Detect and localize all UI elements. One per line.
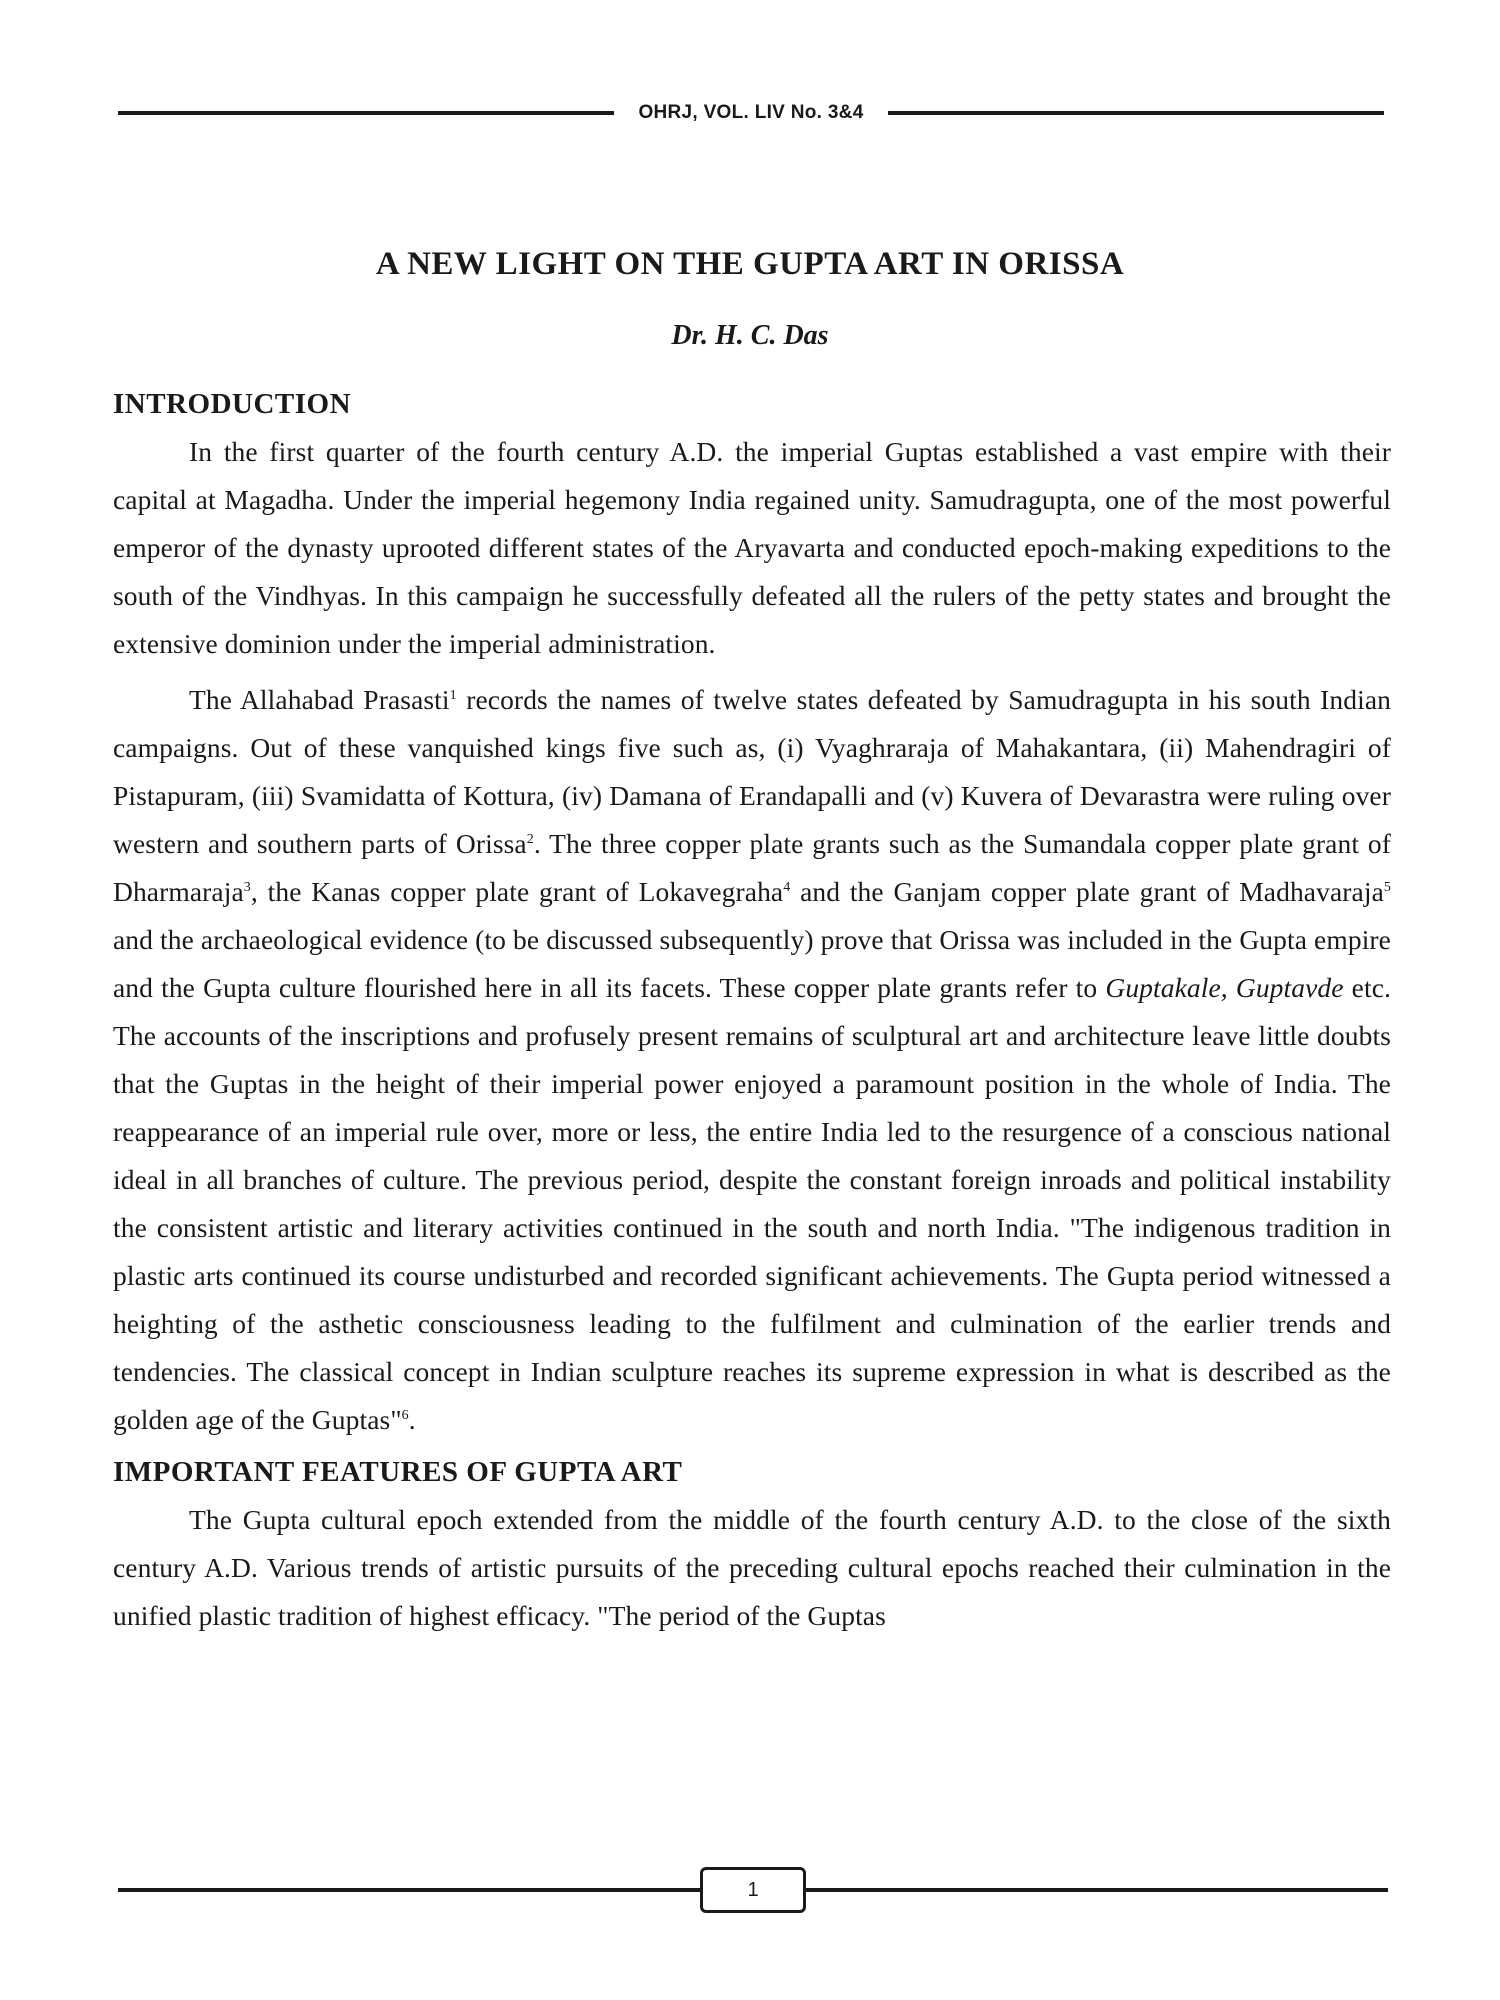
features-paragraph-1: The Gupta cultural epoch extended from the middle of the fourth century A.D. to the close of the sixth century A.D. Various trends of artistic pursuits of the preceding cultural epochs reached their culmination in the unified plastic tradition of highest efficacy. "The period of the Guptas	[113, 1504, 1391, 1631]
page-footer	[118, 1866, 1388, 1914]
italic-term: Guptakale, Guptavde	[1105, 972, 1344, 1003]
header-rule-right	[888, 111, 1384, 115]
article-author: Dr. H. C. Das	[671, 320, 829, 351]
footer-rule-right	[806, 1888, 1388, 1892]
section-heading-introduction: INTRODUCTION	[113, 388, 352, 420]
journal-label: OHRJ, VOL. LIV No. 3&4	[638, 102, 864, 123]
text-run: .	[408, 1404, 416, 1435]
intro-paragraph-2	[113, 676, 1391, 1444]
footnote-ref-2: 2	[526, 831, 534, 847]
text-run: records the names of twelve states defeated by Samudragupta in his south Indian campaigns. Out of these vanquished kings five such as, (i) Vyaghraraja of Mahakantara, (ii) Mahendragiri of Pistapuram, (iii) Svamidatta of Kottura, (iv) Damana of Erandapalli and (v) Kuvera of Devarastra were ruling over western and southern parts of Orissa	[113, 684, 1391, 859]
text-run: . The three copper plate grants such as the Sumandala copper plate grant of Dharmaraja	[113, 828, 1391, 907]
page-number: 1	[700, 1867, 806, 1913]
text-run: and the Ganjam copper plate grant of Madhavaraja	[790, 876, 1384, 907]
footnote-ref-1: 1	[449, 687, 457, 703]
intro-paragraph-1: In the first quarter of the fourth century A.D. the imperial Guptas established a vast empire with their capital at Magadha. Under the imperial hegemony India regained unity. Samudragupta, one of the most powerful emperor of the dynasty uprooted different states of the Aryavarta and conducted epoch-making expeditions to the south of the Vindhyas. In this campaign he successfully defeated all the rulers of the petty states and brought the extensive dominion under the imperial administration.	[113, 436, 1391, 659]
running-header	[118, 98, 1384, 128]
footnote-ref-4: 4	[783, 879, 791, 895]
section-heading-features: IMPORTANT FEATURES OF GUPTA ART	[113, 1456, 683, 1488]
text-run: , the Kanas copper plate grant of Lokavegraha	[250, 876, 784, 907]
header-rule-left	[118, 111, 614, 115]
text-run: and the archaeological evidence (to be discussed subsequently) prove that Orissa was included in the Gupta empire and the Gupta culture flourished here in all its facets. These copper plate grants refer to	[113, 924, 1391, 1003]
text-run: The Allahabad Prasasti	[189, 684, 450, 715]
footer-rule-left	[118, 1888, 700, 1892]
footnote-ref-5: 5	[1383, 879, 1391, 895]
text-run: etc. The accounts of the inscriptions and profusely present remains of sculptural art and architecture leave little doubts that the Guptas in the height of their imperial power enjoyed a paramount position in the whole of India. The reappearance of an imperial rule over, more or less, the entire India led to the resurgence of a conscious national ideal in all branches of culture. The previous period, despite the constant foreign inroads and political instability the consistent artistic and literary activities continued in the south and north India. "The indigenous tradition in plastic arts continued its course undisturbed and recorded significant achievements. The Gupta period witnessed a heighting of the asthetic consciousness leading to the fulfilment and culmination of the earlier trends and tendencies. The classical concept in Indian sculpture reaches its supreme expression in what is described as the golden age of the Guptas"	[113, 972, 1392, 1435]
article-title: A NEW LIGHT ON THE GUPTA ART IN ORISSA	[375, 246, 1125, 282]
footnote-ref-3: 3	[243, 879, 251, 895]
article-body	[113, 384, 1391, 1648]
footnote-ref-6: 6	[401, 1407, 409, 1423]
